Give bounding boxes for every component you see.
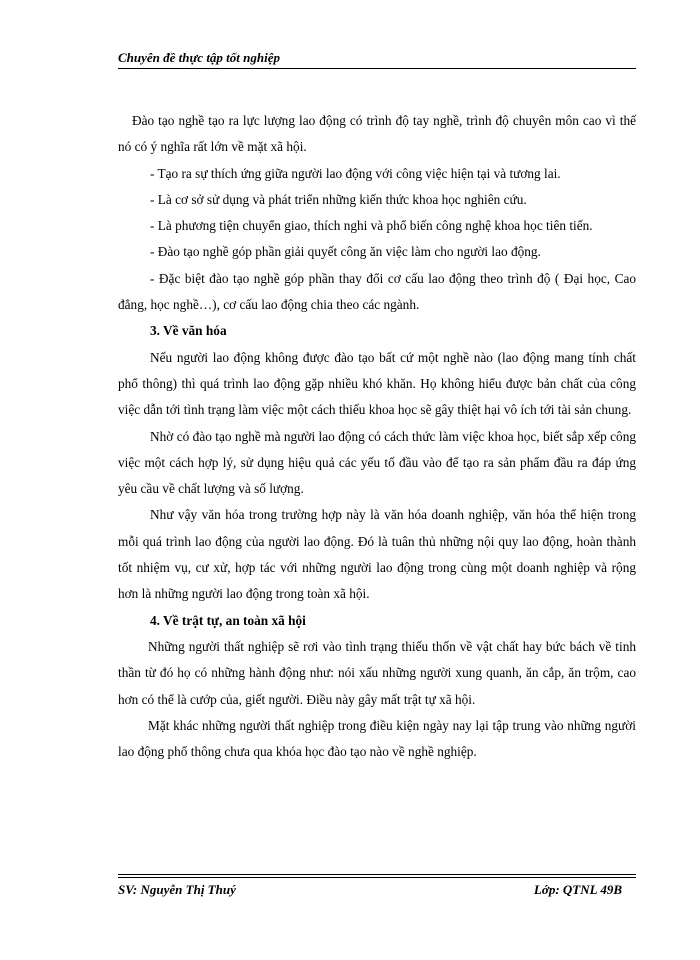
bullet-item: - Là phương tiện chuyển giao, thích nghi và phổ biến công nghệ khoa học tiên tiến. xyxy=(150,218,593,234)
bullet-item: - Tạo ra sự thích ứng giữa người lao động với công việc hiện tại và tương lai. xyxy=(150,165,561,181)
bullet-item: - Đào tạo nghề góp phần giải quyết công ăn việc làm cho người lao động. xyxy=(150,244,541,260)
bullet-item: - Đặc biệt đào tạo nghề góp phần thay đổi cơ cấu lao động theo trình độ ( Đại học, Cao đẳng, học nghề…), cơ cấu lao động chia theo các ngành. xyxy=(118,270,636,313)
header-divider xyxy=(118,68,636,69)
paragraph: Những người thất nghiệp sẽ rơi vào tình trạng thiếu thốn về vật chất hay bức bách về tinh thần từ đó họ có những hành động như: nói xấu những người xung quanh, ăn cắp, ăn trộm, cao hơn có thể là cướp của, giết người. Điều này gây mất trật tự xã hội. xyxy=(118,638,636,707)
paragraph: Như vậy văn hóa trong trường hợp này là văn hóa doanh nghiệp, văn hóa thể hiện trong mỗi quá trình lao động của người lao động. Đó là tuân thủ những nội quy lao động, hoàn thành tốt nhiệm vụ, cư xử, hợp tác với những người lao động trong cùng một doanh nghiệp và rộng hơn là những người lao động trong toàn xã hội. xyxy=(118,507,636,602)
document-body xyxy=(118,108,636,765)
page-header-title: Chuyên đề thực tập tốt nghiệp xyxy=(118,50,280,65)
section-heading-social-order: 4. Về trật tự, an toàn xã hội xyxy=(150,612,306,628)
paragraph: Nếu người lao động không được đào tạo bất cứ một nghề nào (lao động mang tính chất phổ thông) thì quá trình lao động gặp nhiều khó khăn. Họ không hiểu được bản chất của công việc dẫn tới tình trạng làm việc một cách thiếu khoa học sẽ gây thiệt hại vô ích tới tài sản chung. xyxy=(118,349,636,418)
paragraph: Nhờ có đào tạo nghề mà người lao động có cách thức làm việc khoa học, biết sắp xếp công việc một cách hợp lý, sử dụng hiệu quả các yếu tố đầu vào để tạo ra sản phẩm đầu ra đáp ứng yêu cầu về chất lượng và số lượng. xyxy=(118,428,636,497)
paragraph-intro: Đào tạo nghề tạo ra lực lượng lao động có trình độ tay nghề, trình độ chuyên môn cao vì thế nó có ý nghĩa rất lớn về mặt xã hội. xyxy=(118,113,636,155)
footer-divider xyxy=(118,877,636,878)
footer-class-label: Lớp: QTNL 49B xyxy=(533,882,622,897)
footer-divider xyxy=(118,874,636,875)
footer-student-name: SV: Nguyễn Thị Thuý xyxy=(118,882,236,897)
bullet-item: - Là cơ sở sử dụng và phát triển những kiến thức khoa học nghiên cứu. xyxy=(150,191,527,207)
paragraph: Mặt khác những người thất nghiệp trong điều kiện ngày nay lại tập trung vào những người lao động phổ thông chưa qua khóa học đào tạo nào về nghề nghiệp. xyxy=(118,717,636,760)
section-heading-culture: 3. Về văn hóa xyxy=(150,323,227,339)
